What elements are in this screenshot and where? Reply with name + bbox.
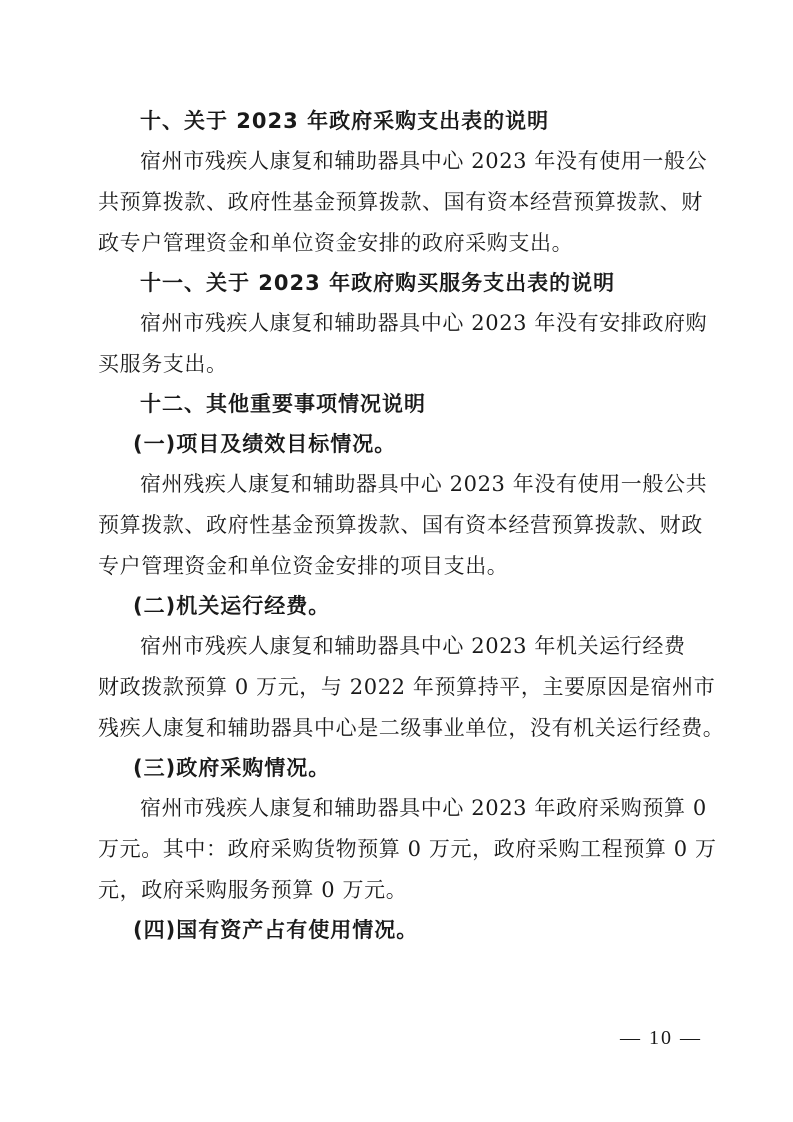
subsection-2-title: (二)机关运行经费。	[133, 594, 331, 618]
subsection-3-line-1: 宿州市残疾人康复和辅助器具中心 2023 年政府采购预算 0	[140, 796, 707, 820]
section-12-heading: 十二、其他重要事项情况说明	[140, 392, 426, 416]
subsection-3-line-2: 万元。其中：政府采购货物预算 0 万元，政府采购工程预算 0 万	[98, 837, 717, 861]
page-number: — 10 —	[620, 1027, 702, 1049]
subsection-4-title: (四)国有资产占有使用情况。	[133, 918, 419, 942]
subsection-1-line-1: 宿州残疾人康复和辅助器具中心 2023 年没有使用一般公共	[140, 472, 708, 496]
section-10-heading: 十、关于 2023 年政府采购支出表的说明	[140, 109, 550, 133]
section-11-heading: 十一、关于 2023 年政府购买服务支出表的说明	[140, 271, 616, 295]
subsection-1-line-2: 预算拨款、政府性基金预算拨款、国有资本经营预算拨款、财政	[98, 513, 703, 537]
section-10-paragraph-line-2: 共预算拨款、政府性基金预算拨款、国有资本经营预算拨款、财	[98, 190, 703, 214]
subsection-2-line-1: 宿州市残疾人康复和辅助器具中心 2023 年机关运行经费	[140, 634, 686, 658]
section-10-paragraph-line-1: 宿州市残疾人康复和辅助器具中心 2023 年没有使用一般公	[140, 149, 708, 173]
subsection-1-title: (一)项目及绩效目标情况。	[133, 432, 397, 456]
subsection-1-line-3: 专户管理资金和单位资金安排的项目支出。	[98, 554, 509, 578]
section-11-paragraph-line-2: 买服务支出。	[98, 352, 228, 376]
section-11-paragraph-line-1: 宿州市残疾人康复和辅助器具中心 2023 年没有安排政府购	[140, 311, 708, 335]
section-10-paragraph-line-3: 政专户管理资金和单位资金安排的政府采购支出。	[98, 231, 574, 255]
subsection-2-line-3: 残疾人康复和辅助器具中心是二级事业单位，没有机关运行经费。	[98, 716, 725, 740]
subsection-3-line-3: 元，政府采购服务预算 0 万元。	[98, 878, 408, 902]
subsection-3-title: (三)政府采购情况。	[133, 756, 331, 780]
subsection-2-line-2: 财政拨款预算 0 万元，与 2022 年预算持平，主要原因是宿州市	[98, 675, 716, 699]
